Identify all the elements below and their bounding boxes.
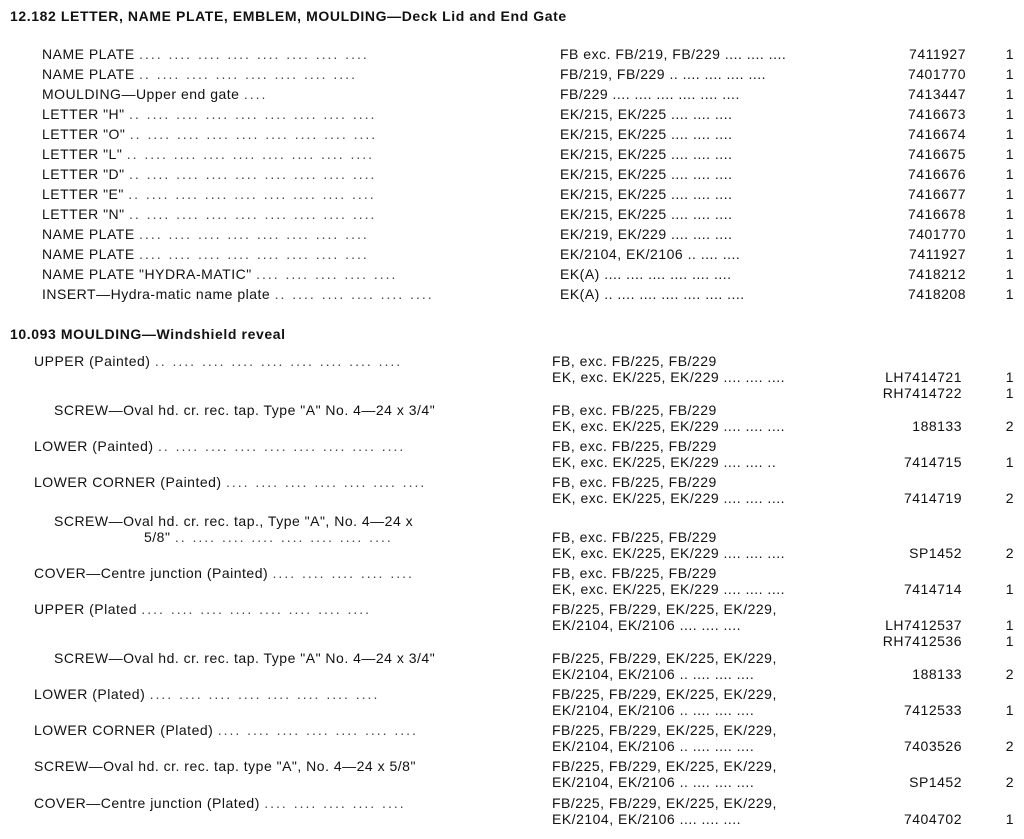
- model-applicability: FB, exc. FB/225, FB/229: [552, 353, 717, 369]
- dot-leader: .... .... .... .... ....: [256, 266, 398, 282]
- model-applicability: EK, exc. EK/225, EK/229 .... .... ..: [552, 454, 777, 470]
- parts-row: [0, 286, 1024, 302]
- model-applicability: EK, exc. EK/225, EK/229 .... .... ....: [552, 581, 785, 597]
- dot-leader: .. .... .... .... .... .... .... .... ....: [129, 106, 377, 122]
- entry-line: [0, 66, 1024, 82]
- quantity: 2: [1005, 490, 1014, 506]
- parts-row: [0, 565, 1024, 597]
- part-number: 7411927: [909, 46, 966, 62]
- model-applicability: FB/225, FB/229, EK/225, EK/229,: [552, 686, 777, 702]
- entry-line: [0, 106, 1024, 122]
- quantity: 1: [1005, 146, 1014, 162]
- entry-line: [0, 633, 1024, 649]
- parts-row: [0, 402, 1024, 434]
- model-applicability: EK/2104, EK/2106 .. .... ....: [560, 246, 741, 262]
- quantity: 1: [1005, 266, 1014, 282]
- section-1-heading: 12.182 LETTER, NAME PLATE, EMBLEM, MOULDING—Deck Lid and End Gate: [10, 8, 567, 24]
- entry-line: [0, 565, 1024, 581]
- parts-row: [0, 66, 1024, 82]
- description-text: INSERT—Hydra-matic name plate: [42, 286, 271, 302]
- entry-line: [0, 146, 1024, 162]
- parts-row: [0, 601, 1024, 649]
- quantity: 1: [1005, 702, 1014, 718]
- part-number: 7401770: [907, 66, 966, 82]
- part-number: 7416677: [907, 186, 966, 202]
- part-description: SCREW—Oval hd. cr. rec. tap. Type "A" No. 4—24 x 3/4": [54, 650, 436, 666]
- parts-row: [0, 353, 1024, 401]
- model-applicability: EK/2104, EK/2106 .. .... .... ....: [552, 774, 755, 790]
- entry-line: [0, 385, 1024, 401]
- part-number: 7416674: [907, 126, 966, 142]
- quantity: 1: [1005, 454, 1014, 470]
- quantity: 1: [1005, 811, 1014, 827]
- part-description: [34, 353, 402, 369]
- part-description: [34, 686, 379, 702]
- dot-leader: .. .... .... .... .... .... .... ....: [139, 66, 357, 82]
- quantity: 2: [1005, 545, 1014, 561]
- entry-line: [0, 206, 1024, 222]
- parts-row: [0, 226, 1024, 242]
- entry-line: [0, 545, 1024, 561]
- entry-line: [0, 702, 1024, 718]
- parts-row: [0, 106, 1024, 122]
- part-number: 7414714: [903, 581, 962, 597]
- quantity: 1: [1005, 86, 1014, 102]
- part-number: SP1452: [909, 545, 962, 561]
- quantity: 1: [1005, 126, 1014, 142]
- quantity: 1: [1005, 286, 1014, 302]
- model-applicability: EK/2104, EK/2106 .... .... ....: [552, 617, 742, 633]
- model-applicability: FB, exc. FB/225, FB/229: [552, 402, 717, 418]
- entry-line: [0, 369, 1024, 385]
- entry-line: [0, 774, 1024, 790]
- part-description: [42, 246, 369, 262]
- entry-line: [0, 795, 1024, 811]
- part-description: SCREW—Oval hd. cr. rec. tap. Type "A" No. 4—24 x 3/4": [54, 402, 436, 418]
- parts-row: [0, 206, 1024, 222]
- part-number: 7411927: [909, 246, 966, 262]
- description-text: LETTER "O": [42, 126, 126, 142]
- description-text: LOWER (Plated): [34, 686, 146, 702]
- entry-line: [0, 617, 1024, 633]
- part-number: LH7412537: [885, 617, 962, 633]
- model-applicability: EK, exc. EK/225, EK/229 .... .... ....: [552, 545, 785, 561]
- entry-line: [0, 402, 1024, 418]
- description-text: 5/8": [144, 529, 171, 545]
- model-applicability: EK/219, EK/229 .... .... ....: [560, 226, 733, 242]
- dot-leader: .... .... .... .... .... .... ....: [225, 474, 427, 490]
- description-text: NAME PLATE "HYDRA-MATIC": [42, 266, 252, 282]
- dot-leader: .. .... .... .... .... ....: [274, 286, 434, 302]
- part-description: [42, 166, 376, 182]
- quantity: 1: [1005, 166, 1014, 182]
- part-number: 7401770: [907, 226, 966, 242]
- quantity: 1: [1005, 66, 1014, 82]
- parts-row: [0, 513, 1024, 561]
- model-applicability: EK, exc. EK/225, EK/229 .... .... ....: [552, 490, 785, 506]
- part-description: [42, 146, 374, 162]
- dot-leader: .. .... .... .... .... .... .... .... ....: [129, 206, 377, 222]
- entry-line: [0, 581, 1024, 597]
- part-number: 7413447: [907, 86, 966, 102]
- quantity: 1: [1005, 226, 1014, 242]
- part-number: 7416678: [907, 206, 966, 222]
- quantity: 1: [1005, 46, 1014, 62]
- model-applicability: FB/225, FB/229, EK/225, EK/229,: [552, 795, 777, 811]
- description-text: LOWER CORNER (Plated): [34, 722, 214, 738]
- dot-leader: .. .... .... .... .... .... .... .... ....: [129, 166, 377, 182]
- entry-line: [0, 666, 1024, 682]
- part-description: [42, 66, 357, 82]
- dot-leader: .... .... .... .... .... .... .... ....: [139, 246, 369, 262]
- description-text: LETTER "D": [42, 166, 125, 182]
- parts-row: [0, 146, 1024, 162]
- quantity: 1: [1005, 369, 1014, 385]
- parts-row: [0, 266, 1024, 282]
- model-applicability: FB, exc. FB/225, FB/229: [552, 474, 717, 490]
- dot-leader: .... .... .... .... ....: [272, 565, 414, 581]
- description-text: NAME PLATE: [42, 246, 135, 262]
- description-text: LOWER CORNER (Painted): [34, 474, 222, 490]
- part-description: [34, 601, 371, 617]
- dot-leader: .. .... .... .... .... .... .... .... ....: [126, 146, 375, 162]
- entry-line: [0, 454, 1024, 470]
- dot-leader: .... .... .... .... ....: [264, 795, 406, 811]
- entry-line: [0, 650, 1024, 666]
- part-description: [42, 46, 369, 62]
- entry-line: [0, 418, 1024, 434]
- model-applicability: EK, exc. EK/225, EK/229 .... .... ....: [552, 418, 785, 434]
- part-description: [34, 722, 418, 738]
- description-text: MOULDING—Upper end gate: [42, 86, 240, 102]
- part-number: RH7414722: [882, 385, 962, 401]
- part-description: [42, 186, 376, 202]
- part-description: [34, 474, 426, 490]
- entry-line: [0, 738, 1024, 754]
- model-applicability: EK/215, EK/225 .... .... ....: [560, 186, 733, 202]
- model-applicability: FB/225, FB/229, EK/225, EK/229,: [552, 722, 777, 738]
- entry-line: [0, 758, 1024, 774]
- parts-row: [0, 474, 1024, 506]
- parts-row: [0, 722, 1024, 754]
- model-applicability: FB, exc. FB/225, FB/229: [552, 565, 717, 581]
- quantity: 1: [1005, 186, 1014, 202]
- section-2-heading: 10.093 MOULDING—Windshield reveal: [10, 326, 286, 342]
- part-description: [34, 795, 406, 811]
- model-applicability: FB/219, FB/229 .. .... .... .... ....: [560, 66, 767, 82]
- description-text: NAME PLATE: [42, 46, 135, 62]
- model-applicability: EK/215, EK/225 .... .... ....: [560, 206, 733, 222]
- part-description: [42, 106, 376, 122]
- description-text: LETTER "L": [42, 146, 123, 162]
- part-description: [42, 286, 434, 302]
- part-number: SP1452: [909, 774, 962, 790]
- part-description: [42, 266, 397, 282]
- part-number: 7403526: [903, 738, 962, 754]
- dot-leader: ....: [243, 86, 268, 102]
- part-description: [42, 126, 377, 142]
- model-applicability: FB/225, FB/229, EK/225, EK/229,: [552, 758, 777, 774]
- entry-line: [0, 246, 1024, 262]
- model-applicability: FB, exc. FB/225, FB/229: [552, 438, 717, 454]
- quantity: 2: [1005, 738, 1014, 754]
- part-description: [34, 565, 414, 581]
- model-applicability: EK/2104, EK/2106 .... .... ....: [552, 811, 742, 827]
- parts-row: [0, 126, 1024, 142]
- entry-line: [0, 529, 1024, 545]
- quantity: 1: [1005, 206, 1014, 222]
- model-applicability: EK(A) .... .... .... .... .... ....: [560, 266, 732, 282]
- model-applicability: FB/225, FB/229, EK/225, EK/229,: [552, 650, 777, 666]
- parts-row: [0, 438, 1024, 470]
- parts-row: [0, 86, 1024, 102]
- model-applicability: EK/2104, EK/2106 .. .... .... ....: [552, 738, 755, 754]
- dot-leader: .. .... .... .... .... .... .... .... ....: [154, 353, 403, 369]
- part-number: 7414715: [903, 454, 962, 470]
- part-description: [42, 226, 369, 242]
- description-text: LOWER (Painted): [34, 438, 154, 454]
- quantity: 2: [1005, 774, 1014, 790]
- dot-leader: .. .... .... .... .... .... .... ....: [174, 529, 393, 545]
- model-applicability: FB/225, FB/229, EK/225, EK/229,: [552, 601, 777, 617]
- model-applicability: FB, exc. FB/225, FB/229: [552, 529, 717, 545]
- description-text: LETTER "E": [42, 186, 124, 202]
- part-number: 7414719: [903, 490, 962, 506]
- part-number: 188133: [912, 418, 962, 434]
- description-text: COVER—Centre junction (Plated): [34, 795, 260, 811]
- model-applicability: EK(A) .. .... .... .... .... .... ....: [560, 286, 745, 302]
- quantity: 1: [1005, 246, 1014, 262]
- entry-line: [0, 126, 1024, 142]
- entry-line: [0, 266, 1024, 282]
- parts-row: [0, 795, 1024, 827]
- part-number: 7418208: [907, 286, 966, 302]
- entry-line: [0, 166, 1024, 182]
- description-text: LETTER "H": [42, 106, 125, 122]
- entry-line: [0, 186, 1024, 202]
- quantity: 2: [1005, 666, 1014, 682]
- parts-row: [0, 686, 1024, 718]
- quantity: 1: [1005, 106, 1014, 122]
- dot-leader: .... .... .... .... .... .... ....: [217, 722, 418, 738]
- entry-line: [0, 811, 1024, 827]
- model-applicability: EK/215, EK/225 .... .... ....: [560, 106, 733, 122]
- parts-row: [0, 166, 1024, 182]
- dot-leader: .... .... .... .... .... .... .... ....: [149, 686, 380, 702]
- description-text: UPPER (Plated: [34, 601, 137, 617]
- part-number: 7412533: [903, 702, 962, 718]
- description-text: NAME PLATE: [42, 66, 135, 82]
- part-description: [42, 206, 376, 222]
- model-applicability: EK/2104, EK/2106 .. .... .... ....: [552, 666, 755, 682]
- part-number: 7416675: [907, 146, 966, 162]
- part-number: 7418212: [907, 266, 966, 282]
- quantity: 1: [1005, 633, 1014, 649]
- parts-row: [0, 186, 1024, 202]
- entry-line: [0, 601, 1024, 617]
- description-text: NAME PLATE: [42, 226, 135, 242]
- entry-line: [0, 86, 1024, 102]
- part-number: 7416673: [907, 106, 966, 122]
- dot-leader: .. .... .... .... .... .... .... .... ....: [129, 126, 378, 142]
- model-applicability: FB exc. FB/219, FB/229 .... .... ....: [560, 46, 787, 62]
- entry-line: [0, 438, 1024, 454]
- part-number: 7404702: [903, 811, 962, 827]
- model-applicability: EK/2104, EK/2106 .. .... .... ....: [552, 702, 755, 718]
- entry-line: [0, 686, 1024, 702]
- part-number: LH7414721: [885, 369, 962, 385]
- quantity: 2: [1005, 418, 1014, 434]
- dot-leader: .... .... .... .... .... .... .... ....: [139, 226, 369, 242]
- entry-line: [0, 46, 1024, 62]
- entry-line: [0, 353, 1024, 369]
- part-description: [144, 529, 393, 545]
- part-number: RH7412536: [882, 633, 962, 649]
- part-description: SCREW—Oval hd. cr. rec. tap. type "A", No. 4—24 x 5/8": [34, 758, 416, 774]
- parts-row: [0, 758, 1024, 790]
- part-description: [34, 438, 405, 454]
- description-text: UPPER (Painted): [34, 353, 151, 369]
- model-applicability: EK/215, EK/225 .... .... ....: [560, 126, 733, 142]
- entry-line: [0, 722, 1024, 738]
- entry-line: [0, 490, 1024, 506]
- part-description: [42, 86, 267, 102]
- description-text: LETTER "N": [42, 206, 125, 222]
- part-number: 7416676: [907, 166, 966, 182]
- entry-line: [0, 474, 1024, 490]
- parts-row: [0, 650, 1024, 682]
- dot-leader: .. .... .... .... .... .... .... .... ....: [128, 186, 376, 202]
- model-applicability: EK, exc. EK/225, EK/229 .... .... ....: [552, 369, 785, 385]
- dot-leader: .. .... .... .... .... .... .... .... ....: [157, 438, 406, 454]
- model-applicability: EK/215, EK/225 .... .... ....: [560, 146, 733, 162]
- description-text: COVER—Centre junction (Painted): [34, 565, 269, 581]
- quantity: 1: [1005, 385, 1014, 401]
- model-applicability: EK/215, EK/225 .... .... ....: [560, 166, 733, 182]
- quantity: 1: [1005, 581, 1014, 597]
- part-description: SCREW—Oval hd. cr. rec. tap., Type "A", No. 4—24 x: [54, 513, 414, 529]
- model-applicability: FB/229 .... .... .... .... .... ....: [560, 86, 740, 102]
- parts-row: [0, 46, 1024, 62]
- part-number: 188133: [912, 666, 962, 682]
- entry-line: [0, 226, 1024, 242]
- entry-line: [0, 286, 1024, 302]
- entry-line: [0, 513, 1024, 529]
- quantity: 1: [1005, 617, 1014, 633]
- dot-leader: .... .... .... .... .... .... .... ....: [139, 46, 369, 62]
- dot-leader: .... .... .... .... .... .... .... ....: [141, 601, 372, 617]
- parts-row: [0, 246, 1024, 262]
